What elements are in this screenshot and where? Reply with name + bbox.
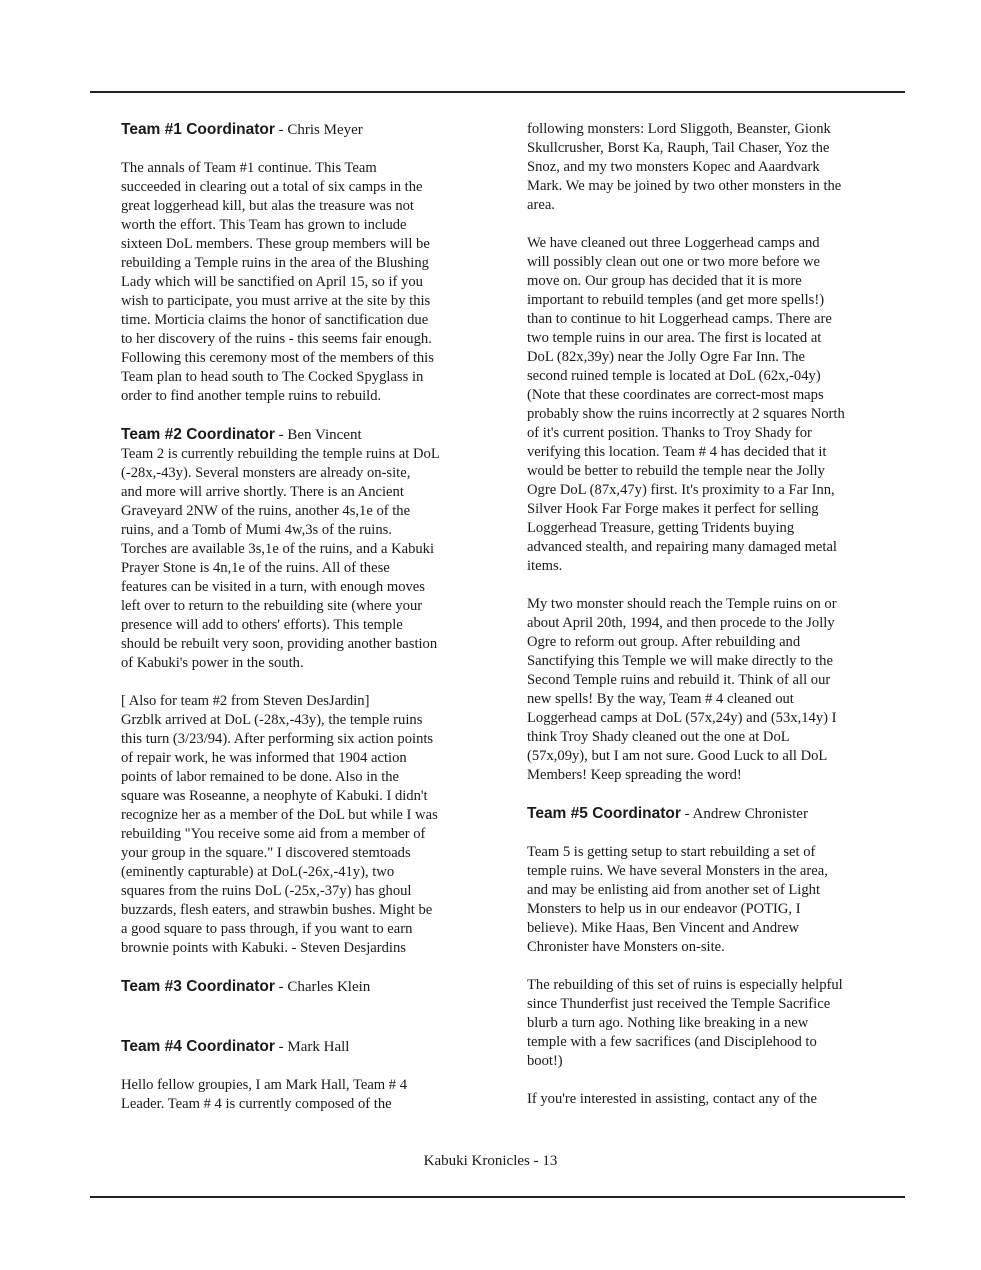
page-footer: Kabuki Kronicles - 13 bbox=[423, 1153, 558, 1169]
team4-heading bbox=[121, 1037, 476, 1057]
team4-section bbox=[121, 1037, 476, 1114]
team5-body-3: If you're interested in assisting, contact any of the bbox=[527, 1091, 817, 1107]
team5-body-2: The rebuilding of this set of ruins is especially helpful since Thunderfist just received the Temple Sacrifice blurb a turn ago. Nothing like breaking in a new temple with a few sacrifices (and Disciplehood to boot!) bbox=[527, 977, 843, 1069]
team1-coordinator: - Chris Meyer bbox=[274, 122, 363, 138]
team2-addendum: [ Also for team #2 from Steven DesJardin] Grzblk arrived at DoL (-28x,-43y), the temple ruins this turn (3/23/94). After performing six action points of repair work, he was informed that 1904 action points of labor remained to be done. Also in the square was Roseanne, a neophyte of Kabuki. I didn't recognize her as a member of the DoL but while I was rebuilding "You receive some aid from a member of your group in the square." I discovered stemtoads (eminently capturable) at DoL(-26x,-41y), two squares from the ruins DoL (-25x,-37y) has ghoul buzzards, flesh eaters, and strawbin bushes. Might be a good square to pass through, if you want to earn brownie points with Kabuki. - Steven Desjardins bbox=[121, 693, 438, 956]
bottom-rule bbox=[90, 1196, 905, 1198]
team3-coordinator: - Charles Klein bbox=[274, 979, 371, 995]
team4-continued-3: My two monster should reach the Temple ruins on or about April 20th, 1994, and then procede to the Jolly Ogre to reform out group. After rebuilding and Sanctifying this Temple we will make directly to the Second Temple ruins and rebuild it. Think of all our new spells! By the way, Team # 4 cleaned out Loggerhead camps at DoL (57x,24y) and (53x,14y) I think Troy Shady cleaned out the one at DoL (57x,09y), but I am not sure. Good Luck to all DoL Members! Keep spreading the word! bbox=[527, 596, 837, 783]
team5-coordinator: - Andrew Chronister bbox=[680, 806, 808, 822]
team5-body-1: Team 5 is getting setup to start rebuilding a set of temple ruins. We have several Monsters in the area, and may be enlisting aid from another set of Light Monsters to help us in our endeavor (POTIG, I believe). Mike Haas, Ben Vincent and Andrew Chronister have Monsters on-site. bbox=[527, 844, 828, 955]
team5-heading-text: Team #5 Coordinator bbox=[527, 805, 681, 822]
right-column bbox=[527, 120, 887, 1109]
team2-section bbox=[121, 425, 476, 958]
team3-section bbox=[121, 977, 476, 997]
team4-continued-2: We have cleaned out three Loggerhead camps and will possibly clean out one or two more before we move on. Our group has decided that it is more important to rebuild temples (and get more spells!) than to continue to hit Loggerhead camps. There are two temple ruins in our area. The first is located at DoL (82x,39y) near the Jolly Ogre Far Inn. The second ruined temple is located at DoL (62x,-04y) (Note that these coordinates are correct-most maps probably show the ruins incorrectly at 2 squares North of it's current position. Thanks to Troy Shady for verifying this location. Team # 4 has decided that it would be better to rebuild the temple near the Jolly Ogre DoL (87x,47y) first. It's proximity to a Far Inn, Silver Hook Far Forge makes it perfect for selling Loggerhead Treasure, getting Tridents buying advanced stealth, and repairing many damaged metal items. bbox=[527, 235, 845, 574]
team3-heading bbox=[121, 977, 476, 997]
team1-heading bbox=[121, 120, 476, 140]
team2-coordinator: - Ben Vincent bbox=[274, 427, 362, 443]
team4-coordinator: - Mark Hall bbox=[274, 1039, 350, 1055]
team4-continued-1: following monsters: Lord Sliggoth, Beanster, Gionk Skullcrusher, Borst Ka, Rauph, Tail Chaser, Yoz the Snoz, and my two monsters Kopec and Aaardvark Mark. We may be joined by two other monsters in the area. bbox=[527, 121, 842, 213]
left-column bbox=[121, 120, 476, 1114]
team1-section bbox=[121, 120, 476, 406]
team4-body: Hello fellow groupies, I am Mark Hall, Team # 4 Leader. Team # 4 is currently composed of the bbox=[121, 1077, 408, 1112]
team3-heading-text: Team #3 Coordinator bbox=[121, 978, 275, 995]
team4-heading-text: Team #4 Coordinator bbox=[121, 1038, 275, 1055]
team1-body: The annals of Team #1 continue. This Team succeeded in clearing out a total of six camps in the great loggerhead kill, but alas the treasure was not worth the effort. This Team has grown to include sixteen DoL members. These group members will be rebuilding a Temple ruins in the area of the Blushing Lady which will be sanctified on April 15, so if you wish to participate, you must arrive at the site by this time. Morticia claims the honor of sanctification due to her discovery of the ruins - this seems fair enough. Following this ceremony most of the members of this Team plan to head south to The Cocked Spyglass in order to find another temple ruins to rebuild. bbox=[121, 160, 434, 404]
team2-heading-text: Team #2 Coordinator bbox=[121, 426, 275, 443]
team2-heading bbox=[121, 425, 476, 445]
team1-heading-text: Team #1 Coordinator bbox=[121, 121, 275, 138]
team2-body: Team 2 is currently rebuilding the temple ruins at DoL (-28x,-43y). Several monsters are already on-site, and more will arrive shortly. There is an Ancient Graveyard 2NW of the ruins, another 4s,1e of the ruins, and a Tomb of Mumi 4w,3s of the ruins. Torches are available 3s,1e of the ruins, and a Kabuki Prayer Stone is 4n,1e of the ruins. All of these features can be visited in a turn, with enough moves left over to return to the rebuilding site (where your presence will add to others' efforts). This temple should be rebuilt very soon, providing another bastion of Kabuki's power in the south. bbox=[121, 446, 440, 671]
top-rule bbox=[90, 91, 905, 93]
team5-section bbox=[527, 804, 887, 1109]
team5-heading bbox=[527, 804, 887, 824]
